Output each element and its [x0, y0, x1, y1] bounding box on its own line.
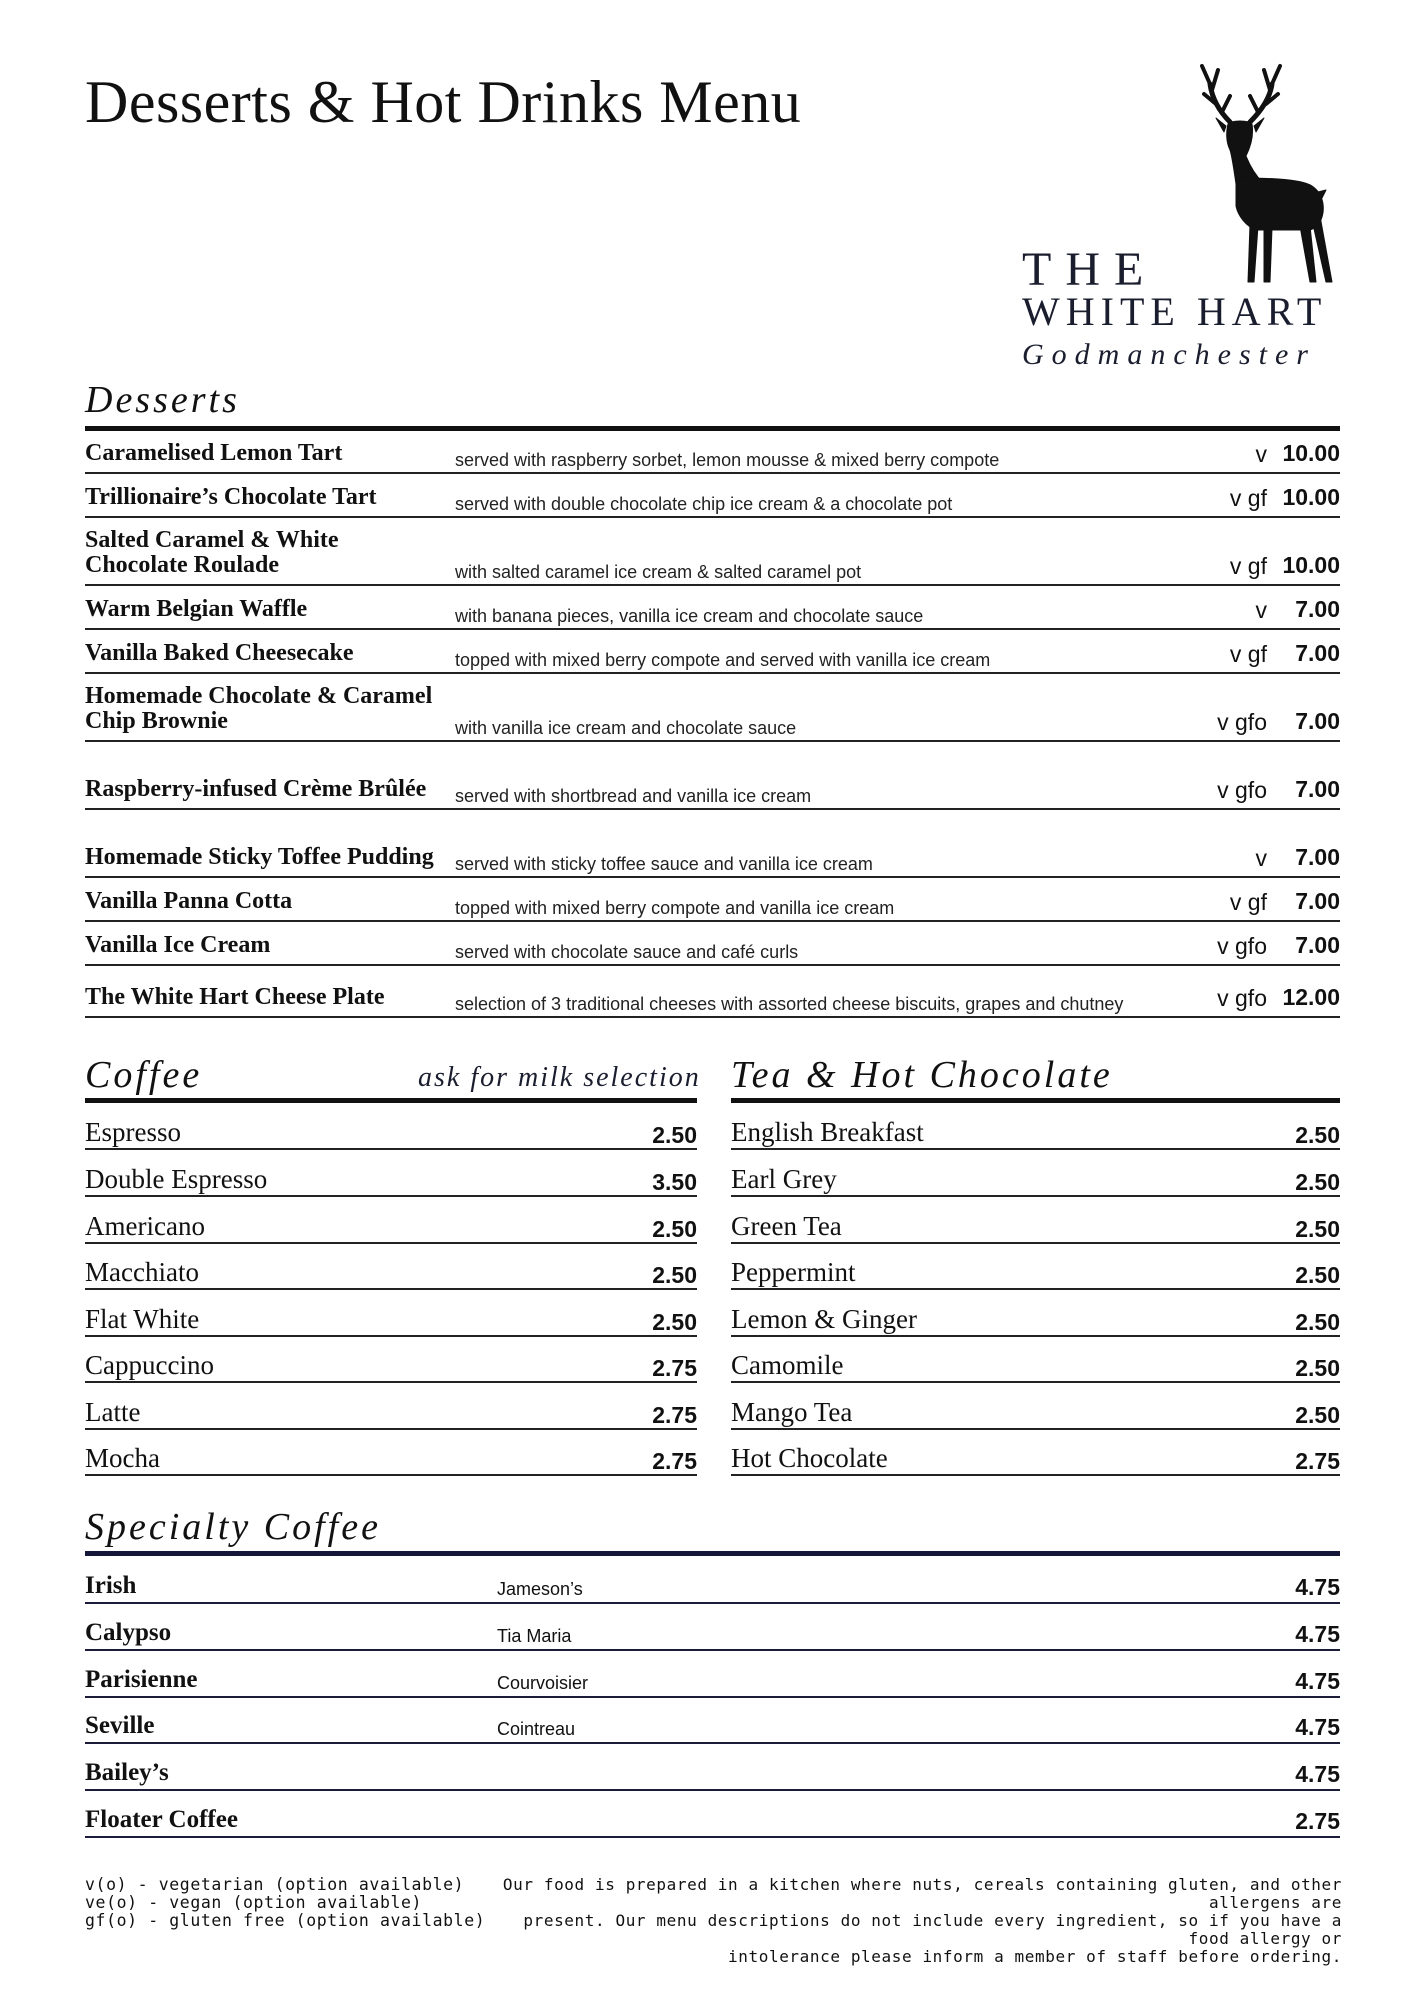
coffee-name: Cappuccino [85, 1350, 214, 1380]
dessert-name: Vanilla Panna Cotta [85, 888, 293, 914]
specialty-spirit: Tia Maria [497, 1626, 572, 1646]
tea-price: 2.50 [1295, 1402, 1340, 1428]
allergen-line: intolerance please inform a member of staff before ordering. [728, 1947, 1342, 1966]
specialty-spirit: Jameson’s [497, 1579, 583, 1599]
dessert-name: Homemade Sticky Toffee Pudding [85, 844, 434, 870]
dessert-diet: v gf [1229, 553, 1267, 579]
dessert-name: The White Hart Cheese Plate [85, 984, 385, 1010]
tea-name: Hot Chocolate [731, 1443, 888, 1473]
coffee-row [85, 1149, 697, 1197]
tea-name: Mango Tea [731, 1397, 853, 1427]
tea-name: Green Tea [731, 1211, 842, 1241]
specialty-row [85, 1743, 1340, 1791]
dessert-name: Vanilla Ice Cream [85, 932, 271, 958]
dessert-diet: v [1255, 597, 1267, 623]
dessert-name: Trillionaire’s Chocolate Tart [85, 484, 377, 510]
dessert-price: 10.00 [1282, 484, 1340, 510]
dessert-row [85, 474, 1340, 518]
tea-row [731, 1242, 1340, 1290]
dessert-diet: v gfo [1217, 777, 1267, 803]
tea-row [731, 1102, 1340, 1150]
coffee-price: 2.50 [652, 1309, 697, 1335]
dessert-name: Vanilla Baked Cheesecake [85, 640, 354, 666]
coffee-name: Latte [85, 1397, 141, 1427]
tea-name: Peppermint [731, 1257, 856, 1287]
dessert-desc: served with sticky toffee sauce and vanilla ice cream [455, 854, 873, 874]
coffee-name: Espresso [85, 1117, 181, 1147]
dessert-desc: served with chocolate sauce and café curls [455, 942, 799, 962]
coffee-row [85, 1382, 697, 1430]
desserts-rule [85, 426, 1340, 431]
coffee-price: 2.75 [652, 1402, 697, 1428]
specialty-price: 2.75 [1295, 1808, 1340, 1834]
dessert-desc: with salted caramel ice cream & salted caramel pot [455, 562, 862, 582]
dessert-row [85, 966, 1340, 1018]
dessert-name: Caramelised Lemon Tart [85, 440, 343, 466]
dessert-diet: v gf [1229, 889, 1267, 915]
dessert-price: 7.00 [1295, 776, 1340, 802]
legend-gluten-free: gf(o) - gluten free (option available) [85, 1911, 486, 1930]
dessert-diet: v gfo [1217, 985, 1267, 1011]
tea-row [731, 1289, 1340, 1337]
dessert-price: 10.00 [1282, 552, 1340, 578]
specialty-price: 4.75 [1295, 1761, 1340, 1787]
dessert-price: 12.00 [1282, 984, 1340, 1010]
dessert-row [85, 810, 1340, 878]
tea-price: 2.50 [1295, 1122, 1340, 1148]
tea-row [731, 1428, 1340, 1476]
tea-row [731, 1335, 1340, 1383]
specialty-name: Floater Coffee [85, 1806, 238, 1833]
tea-row [731, 1196, 1340, 1244]
specialty-row [85, 1790, 1340, 1838]
dessert-row [85, 518, 1340, 586]
specialty-name: Parisienne [85, 1666, 198, 1693]
dessert-price: 10.00 [1282, 440, 1340, 466]
dessert-desc: served with shortbread and vanilla ice cream [455, 786, 812, 806]
logo-line-the: THE [1022, 243, 1158, 296]
tea-price: 2.50 [1295, 1309, 1340, 1335]
dessert-name: Raspberry-infused Crème Brûlée [85, 776, 427, 802]
tea-price: 2.50 [1295, 1262, 1340, 1288]
dessert-diet: v [1255, 441, 1267, 467]
specialty-heading: Specialty Coffee [85, 1506, 381, 1548]
dessert-desc: served with double chocolate chip ice cream & a chocolate pot [455, 494, 953, 514]
tea-heading: Tea & Hot Chocolate [731, 1054, 1113, 1096]
tea-price: 2.50 [1295, 1355, 1340, 1381]
dessert-price: 7.00 [1295, 596, 1340, 622]
dessert-diet: v [1255, 845, 1267, 871]
coffee-name: Macchiato [85, 1257, 199, 1287]
dessert-row [85, 674, 1340, 742]
allergen-line: present. Our menu descriptions do not include every ingredient, so if you have a food allergy or [523, 1911, 1342, 1948]
specialty-spirit: Cointreau [497, 1719, 576, 1739]
coffee-name: Mocha [85, 1443, 160, 1473]
stag-icon [1160, 60, 1340, 290]
specialty-name: Seville [85, 1712, 155, 1739]
coffee-price: 3.50 [652, 1169, 697, 1195]
coffee-row [85, 1242, 697, 1290]
dessert-row [85, 922, 1340, 966]
coffee-price: 2.75 [652, 1355, 697, 1381]
desserts-heading: Desserts [85, 379, 240, 421]
specialty-row [85, 1603, 1340, 1651]
dietary-legend [85, 1876, 485, 1930]
legend-vegetarian: v(o) - vegetarian (option available) [85, 1875, 465, 1894]
coffee-price: 2.50 [652, 1122, 697, 1148]
dessert-row [85, 586, 1340, 630]
dessert-row [85, 630, 1340, 674]
specialty-row [85, 1696, 1340, 1744]
legend-vegan: ve(o) - vegan (option available) [85, 1893, 423, 1912]
dessert-desc: topped with mixed berry compote and served with vanilla ice cream [455, 650, 991, 670]
tea-price: 2.50 [1295, 1216, 1340, 1242]
specialty-row [85, 1556, 1340, 1604]
specialty-name: Calypso [85, 1619, 172, 1646]
specialty-name: Irish [85, 1572, 137, 1599]
coffee-price: 2.75 [652, 1448, 697, 1474]
dessert-price: 7.00 [1295, 640, 1340, 666]
dessert-diet: v gf [1229, 485, 1267, 511]
coffee-name: Double Espresso [85, 1164, 268, 1194]
logo-line-white-hart: WHITE HART [1022, 289, 1328, 334]
dessert-price: 7.00 [1295, 932, 1340, 958]
milk-selection-note: ask for milk selection [418, 1062, 701, 1093]
dessert-diet: v gf [1229, 641, 1267, 667]
dessert-diet: v gfo [1217, 709, 1267, 735]
dessert-price: 7.00 [1295, 708, 1340, 734]
tea-name: English Breakfast [731, 1117, 924, 1147]
dessert-row [85, 742, 1340, 810]
dessert-desc: with vanilla ice cream and chocolate sauce [455, 718, 797, 738]
specialty-name: Bailey’s [85, 1759, 169, 1786]
coffee-name: Flat White [85, 1304, 200, 1334]
coffee-row [85, 1289, 697, 1337]
tea-name: Earl Grey [731, 1164, 837, 1194]
coffee-name: Americano [85, 1211, 205, 1241]
specialty-row [85, 1650, 1340, 1698]
dessert-diet: v gfo [1217, 933, 1267, 959]
dessert-name: Warm Belgian Waffle [85, 596, 308, 622]
tea-price: 2.50 [1295, 1169, 1340, 1195]
coffee-row [85, 1428, 697, 1476]
dessert-price: 7.00 [1295, 888, 1340, 914]
dessert-row [85, 878, 1340, 922]
coffee-row [85, 1196, 697, 1244]
dessert-desc: selection of 3 traditional cheeses with assorted cheese biscuits, grapes and chutney [455, 994, 1124, 1014]
logo-line-town: Godmanchester [1022, 338, 1316, 371]
tea-row [731, 1382, 1340, 1430]
tea-name: Camomile [731, 1350, 844, 1380]
dessert-price: 7.00 [1295, 844, 1340, 870]
specialty-price: 4.75 [1295, 1668, 1340, 1694]
specialty-price: 4.75 [1295, 1621, 1340, 1647]
brand-logo [1010, 60, 1340, 380]
dessert-desc: with banana pieces, vanilla ice cream and chocolate sauce [455, 606, 924, 626]
dessert-row [85, 434, 1340, 474]
coffee-price: 2.50 [652, 1216, 697, 1242]
coffee-heading: Coffee [85, 1054, 203, 1096]
coffee-price: 2.50 [652, 1262, 697, 1288]
specialty-price: 4.75 [1295, 1574, 1340, 1600]
tea-row [731, 1149, 1340, 1197]
coffee-row [85, 1335, 697, 1383]
tea-name: Lemon & Ginger [731, 1304, 917, 1334]
coffee-row [85, 1102, 697, 1150]
dessert-name: Homemade Chocolate & Caramel Chip Brownie [85, 683, 433, 734]
specialty-price: 4.75 [1295, 1714, 1340, 1740]
dessert-name: Salted Caramel & White Chocolate Roulade [85, 527, 339, 578]
dessert-desc: served with raspberry sorbet, lemon mousse & mixed berry compote [455, 450, 1000, 470]
tea-price: 2.75 [1295, 1448, 1340, 1474]
allergen-line: Our food is prepared in a kitchen where nuts, cereals containing gluten, and other allergens are [502, 1875, 1342, 1912]
specialty-spirit: Courvoisier [497, 1673, 589, 1693]
page-title: Desserts & Hot Drinks Menu [85, 69, 802, 135]
allergen-notice [482, 1876, 1342, 1966]
dessert-desc: topped with mixed berry compote and vanilla ice cream [455, 898, 895, 918]
